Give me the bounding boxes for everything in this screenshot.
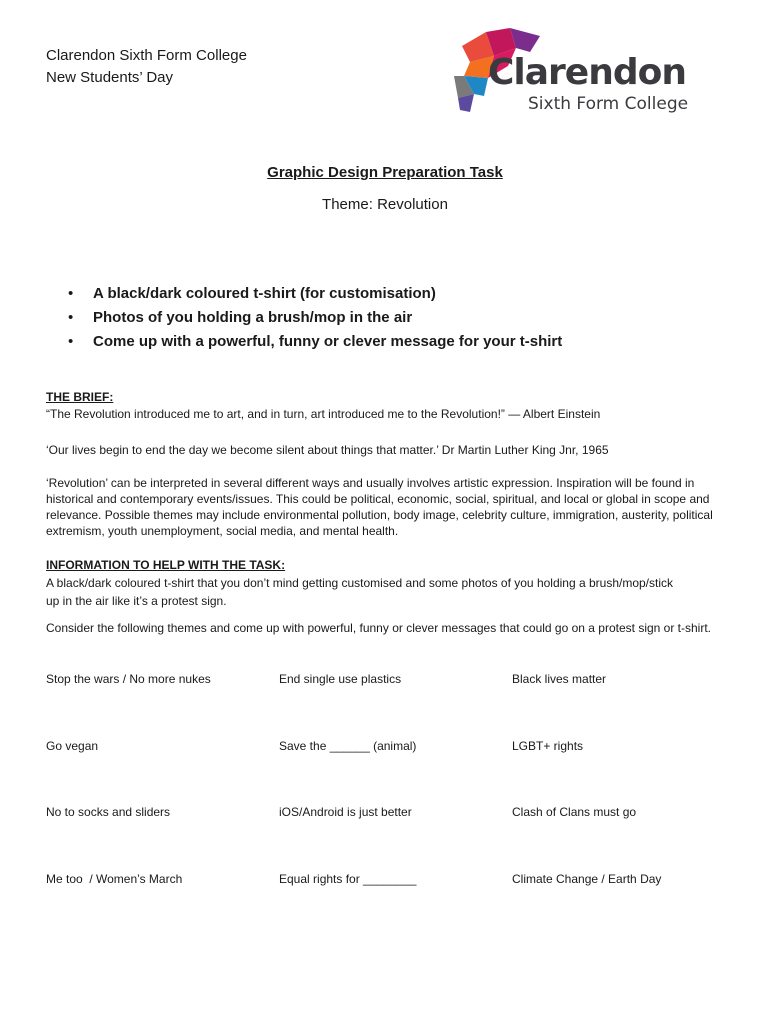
- page-title: Graphic Design Preparation Task: [267, 164, 503, 181]
- theme-item: iOS/Android is just better: [279, 805, 412, 819]
- theme-item: No to socks and sliders: [46, 805, 171, 819]
- info-heading: INFORMATION TO HELP WITH THE TASK:: [46, 558, 286, 572]
- list-item: • Photos of you holding a brush/mop in the air: [68, 306, 562, 330]
- theme-item: LGBT+ rights: [512, 739, 584, 753]
- college-name: Clarendon Sixth Form College: [46, 47, 247, 64]
- brief-heading: THE BRIEF:: [46, 390, 114, 404]
- logo-name: Clarendon: [488, 52, 686, 93]
- theme-item: Me too / Women’s March: [46, 872, 183, 886]
- info-paragraph-1: A black/dark coloured t-shirt that you don’t mind getting customised and some photos of you holding a brush/mop/stick up in the air like it’s a protest sign.: [46, 576, 674, 608]
- theme-item: Stop the wars / No more nukes: [46, 672, 211, 686]
- bullet-icon: •: [68, 309, 74, 326]
- brief-paragraph: ‘Revolution’ can be interpreted in several different ways and usually involves artistic expression. Inspiration will be found in historical and contemporary events/issues. This could be political, economic, social, spiritual, and local or global in scope and relevance. Possible themes may include environmental pollution, body image, celebrity culture, immigration, austerity, political extremism, youth unemployment, social media, and mental health.: [46, 476, 713, 538]
- event-name: New Students’ Day: [46, 69, 174, 86]
- list-item: • Come up with a powerful, funny or clever message for your t-shirt: [68, 330, 562, 354]
- logo-subtitle: Sixth Form College: [528, 94, 689, 114]
- requirements-list: [68, 282, 562, 354]
- theme-item: End single use plastics: [279, 672, 402, 686]
- theme-item: Climate Change / Earth Day: [512, 872, 662, 886]
- theme-item: Clash of Clans must go: [512, 805, 637, 819]
- info-paragraph-2: Consider the following themes and come up with powerful, funny or clever messages that could go on a protest sign or t-shirt.: [46, 621, 712, 635]
- theme-item: Save the ______ (animal): [279, 739, 417, 753]
- mlk-quote: ‘Our lives begin to end the day we become silent about things that matter.’ Dr Martin Luther King Jnr, 1965: [46, 443, 609, 457]
- header-text: [46, 45, 247, 89]
- einstein-quote: “The Revolution introduced me to art, and in turn, art introduced me to the Revolution!” — Albert Einstein: [46, 407, 601, 421]
- theme-subtitle: Theme: Revolution: [322, 196, 448, 213]
- clarendon-logo: [450, 26, 700, 116]
- theme-item: Equal rights for ________: [279, 872, 417, 886]
- list-item: • A black/dark coloured t-shirt (for customisation): [68, 282, 562, 306]
- bullet-icon: •: [68, 333, 74, 350]
- bullet-icon: •: [68, 285, 74, 302]
- theme-item: Black lives matter: [512, 672, 607, 686]
- theme-item: Go vegan: [46, 739, 99, 753]
